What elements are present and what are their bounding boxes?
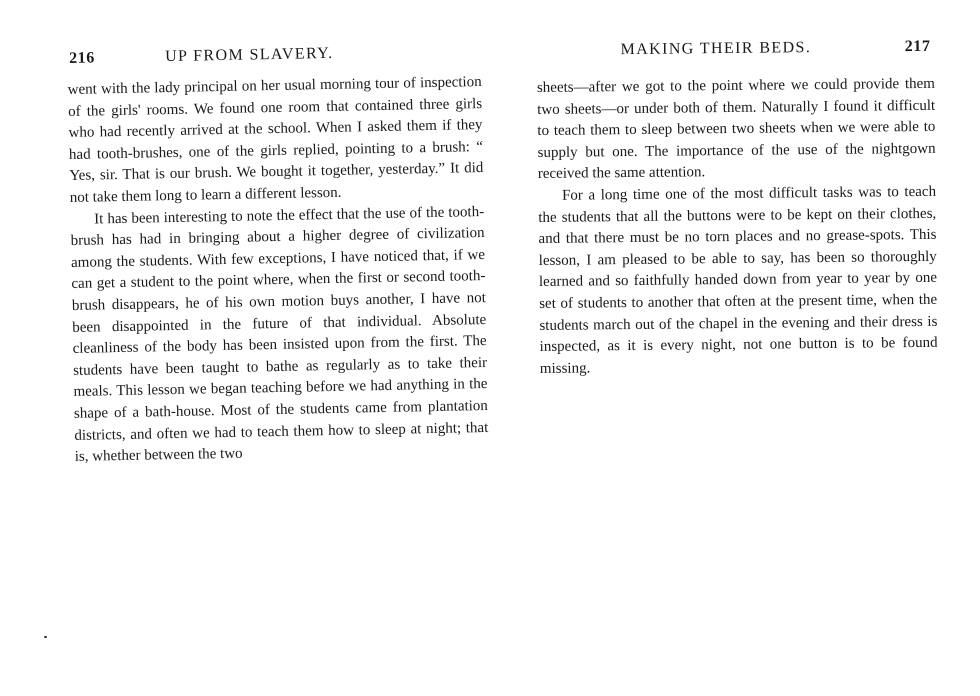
right-page-number: 217 (904, 37, 931, 56)
right-running-head (536, 38, 934, 66)
left-page (66, 0, 493, 696)
right-page (536, 0, 941, 696)
left-body-text (68, 72, 489, 469)
left-paragraph-2: It has been interesting to note the effect that the use of the tooth-brush has had in bringing about a higher degree of civilization among the students. With few exceptions, I have noticed that, if we can get a student to the point where, when the first or second tooth-brush disappears, he of his own motion buys another, I have not been disappointed in the future of that individual. Absolute cleanliness of the body has been insisted upon from the first. The students have been taught to bathe as regularly as to take their meals. This lesson we began teaching before we had anything in the shape of a bath-house. Most of the students came from plantation districts, and often we had to teach them how to sleep at night; that is, whether between the two (70, 203, 489, 466)
right-body-text (537, 74, 938, 380)
left-running-title: UP FROM SLAVERY. (164, 44, 334, 66)
right-paragraph-1: sheets—after we got to the point where we could provide them two sheets—or under both of them. Naturally I found it difficult to teach them to sleep between two sheets when we were able to supply but one. The importance of the use of the nightgown received the same attention. (536, 75, 936, 183)
left-paragraph-1: went with the lady principal on her usual morning tour of inspection of the girls' rooms. We found one room that contained three girls who had recently arrived at the school. When I asked them if they had tooth-brushes, one of the girls replied, pointing to a brush: “ Yes, sir. That is our brush. We bought it together, yesterday.” It did not take them long to learn a different lesson. (67, 74, 484, 206)
scan-speck (44, 636, 47, 638)
right-paragraph-2: For a long time one of the most difficult tasks was to teach the students that all the buttons were to be kept on their clothes, and that there must be no torn places and no grease-spots. This lesson, I am pleased to be able to say, has been so thoroughly learned and so faithfully handed down from year to year by one set of students to another that often at the present time, when the students march out of the chapel in the evening and their dress is inspected, as it is every night, not one button is to be found missing. (538, 183, 938, 377)
left-page-number: 216 (68, 49, 96, 67)
right-running-title: MAKING THEIR BEDS. (620, 39, 812, 59)
left-running-head (67, 42, 481, 74)
